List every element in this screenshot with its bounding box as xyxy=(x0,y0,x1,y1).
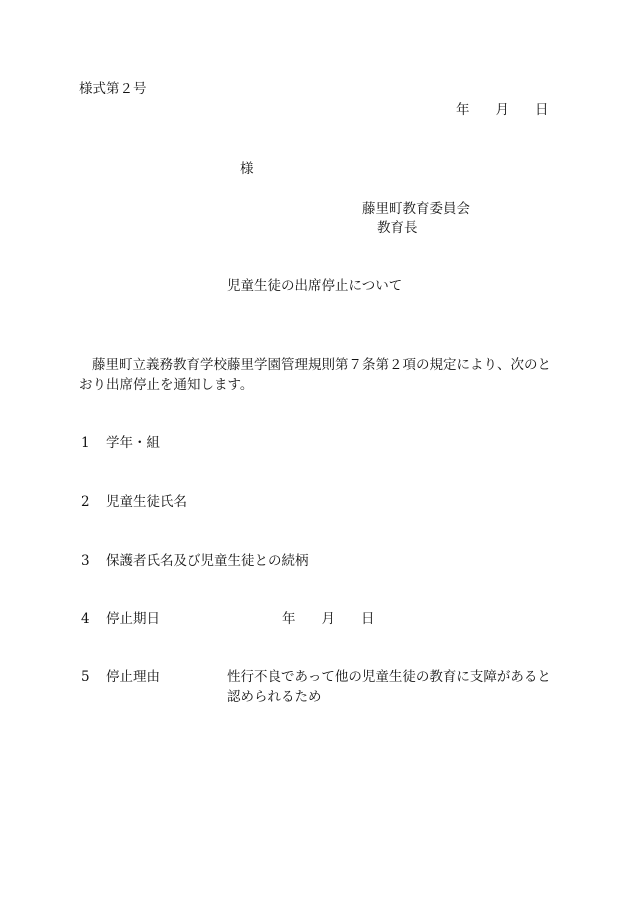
item-number: 4 xyxy=(81,611,90,627)
stop-date-month: 月 xyxy=(321,611,335,627)
recipient-suffix: 様 xyxy=(240,161,254,177)
date-month: 月 xyxy=(495,102,509,118)
item-label: 停止理由 xyxy=(106,669,160,685)
document-title: 児童生徒の出席停止について xyxy=(227,278,403,294)
item-label: 停止期日 xyxy=(106,611,160,627)
stop-date-year: 年 xyxy=(282,611,296,627)
reason-text-line-2: 認められるため xyxy=(227,689,322,705)
item-number: 1 xyxy=(81,435,90,451)
stop-date-day: 日 xyxy=(361,611,375,627)
item-number: 5 xyxy=(81,669,90,685)
form-number: 様式第２号 xyxy=(79,81,147,97)
item-label: 保護者氏名及び児童生徒との続柄 xyxy=(106,553,309,569)
date-day: 日 xyxy=(535,102,549,118)
issue-date xyxy=(456,104,549,118)
date-year: 年 xyxy=(456,102,470,118)
stop-date-value xyxy=(282,613,375,627)
issuer-title: 教育長 xyxy=(377,220,418,236)
body-text-line-1: 藤里町立義務教育学校藤里学園管理規則第７条第２項の規定により、次のと xyxy=(92,357,551,373)
item-label: 学年・組 xyxy=(106,435,160,451)
item-label: 児童生徒氏名 xyxy=(106,494,187,510)
item-number: 2 xyxy=(81,494,90,510)
reason-text-line-1: 性行不良であって他の児童生徒の教育に支障があると xyxy=(227,669,551,685)
item-number: 3 xyxy=(81,553,90,569)
body-text-line-2: おり出席停止を通知します。 xyxy=(79,377,254,393)
issuer-org: 藤里町教育委員会 xyxy=(362,201,470,217)
